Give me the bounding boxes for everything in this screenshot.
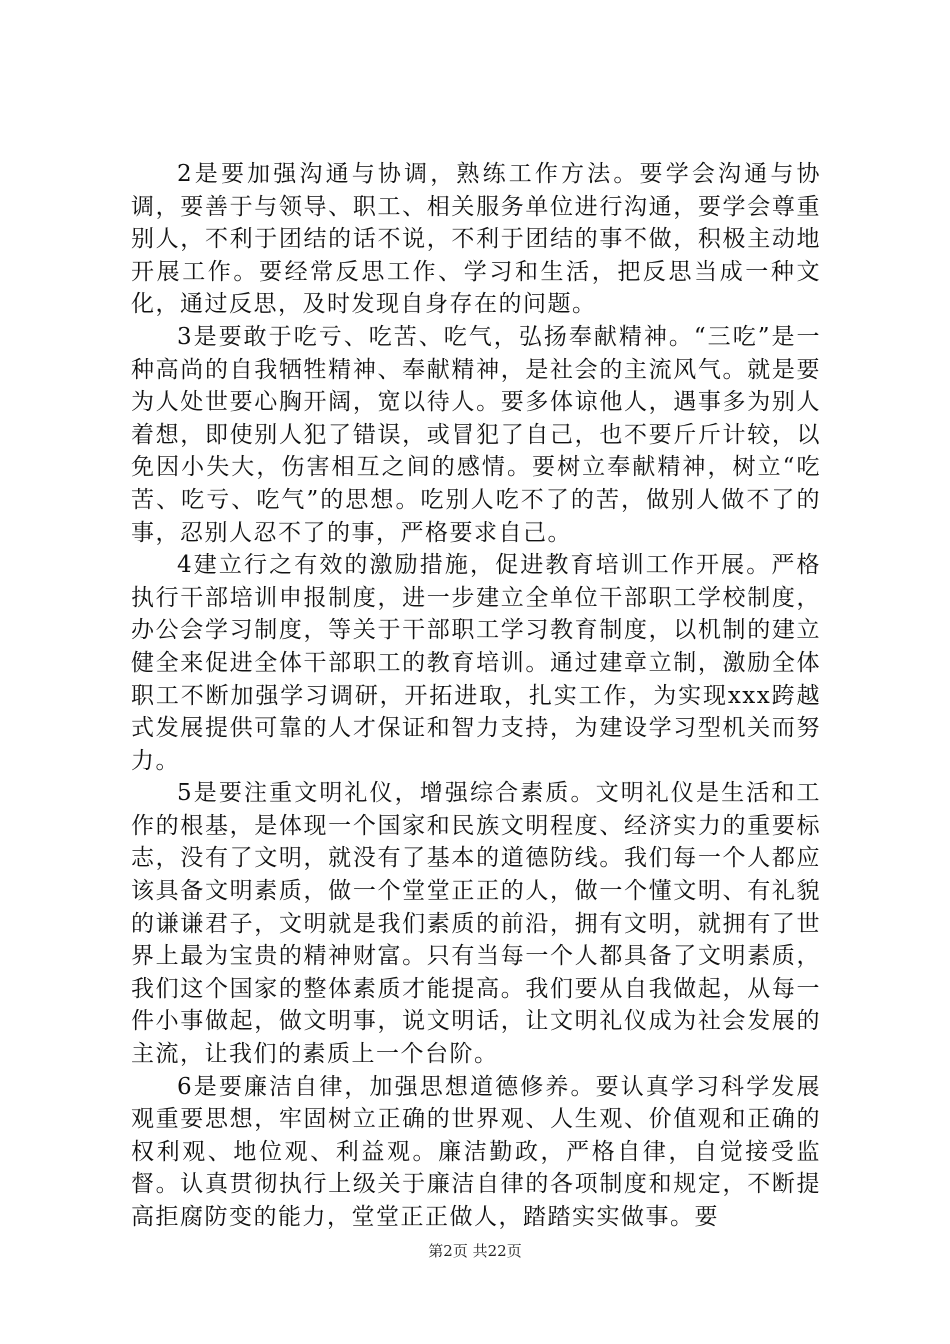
page-number: 第2页 共22页 — [428, 1242, 522, 1260]
paragraph-4: 4建立行之有效的激励措施，促进教育培训工作开展。严格执行干部培训申报制度，进一步建立全单位干部职工学校制度，办公会学习制度，等关于干部职工学习教育制度，以机制的建立健全来促进全体干部职工的教育培训。通过建章立制，激励全体职工不断加强学习调研，开拓进取，扎实工作，为实现xxx跨越式发展提供可靠的人才保证和智力支持，为建设学习型机关而努力。 — [131, 552, 821, 774]
paragraph-6: 6是要廉洁自律，加强思想道德修养。要认真学习科学发展观重要思想，牢固树立正确的世界观、人生观、价值观和正确的权利观、地位观、利益观。廉洁勤政，严格自律，自觉接受监督。认真贯彻执行上级关于廉洁自律的各项制度和规定，不断提高拒腐防变的能力，堂堂正正做人，踏踏实实做事。要 — [131, 1073, 821, 1230]
paragraph-3: 3是要敢于吃亏、吃苦、吃气，弘扬奉献精神。“三吃”是一种高尚的自我牺牲精神、奉献精神，是社会的主流风气。就是要为人处世要心胸开阔，宽以待人。要多体谅他人，遇事多为别人着想，即使别人犯了错误，或冒犯了自己，也不要斤斤计较，以免因小失大，伤害相互之间的感情。要树立奉献精神，树立“吃苦、吃亏、吃气”的思想。吃别人吃不了的苦，做别人做不了的事，忍别人忍不了的事，严格要求自己。 — [131, 323, 821, 546]
document-body — [131, 158, 821, 1234]
paragraph-2: 2是要加强沟通与协调，熟练工作方法。要学会沟通与协调，要善于与领导、职工、相关服务单位进行沟通，要学会尊重别人，不利于团结的话不说，不利于团结的事不做，积极主动地开展工作。要经常反思工作、学习和生活，把反思当成一种文化，通过反思，及时发现自身存在的问题。 — [131, 161, 821, 318]
paragraph-5: 5是要注重文明礼仪，增强综合素质。文明礼仪是生活和工作的根基，是体现一个国家和民族文明程度、经济实力的重要标志，没有了文明，就没有了基本的道德防线。我们每一个人都应该具备文明素质，做一个堂堂正正的人，做一个懂文明、有礼貌的谦谦君子，文明就是我们素质的前沿，拥有文明，就拥有了世界上最为宝贵的精神财富。只有当每一个人都具备了文明素质，我们这个国家的整体素质才能提高。我们要从自我做起，从每一件小事做起，做文明事，说文明话，让文明礼仪成为社会发展的主流，让我们的素质上一个台阶。 — [131, 780, 821, 1068]
